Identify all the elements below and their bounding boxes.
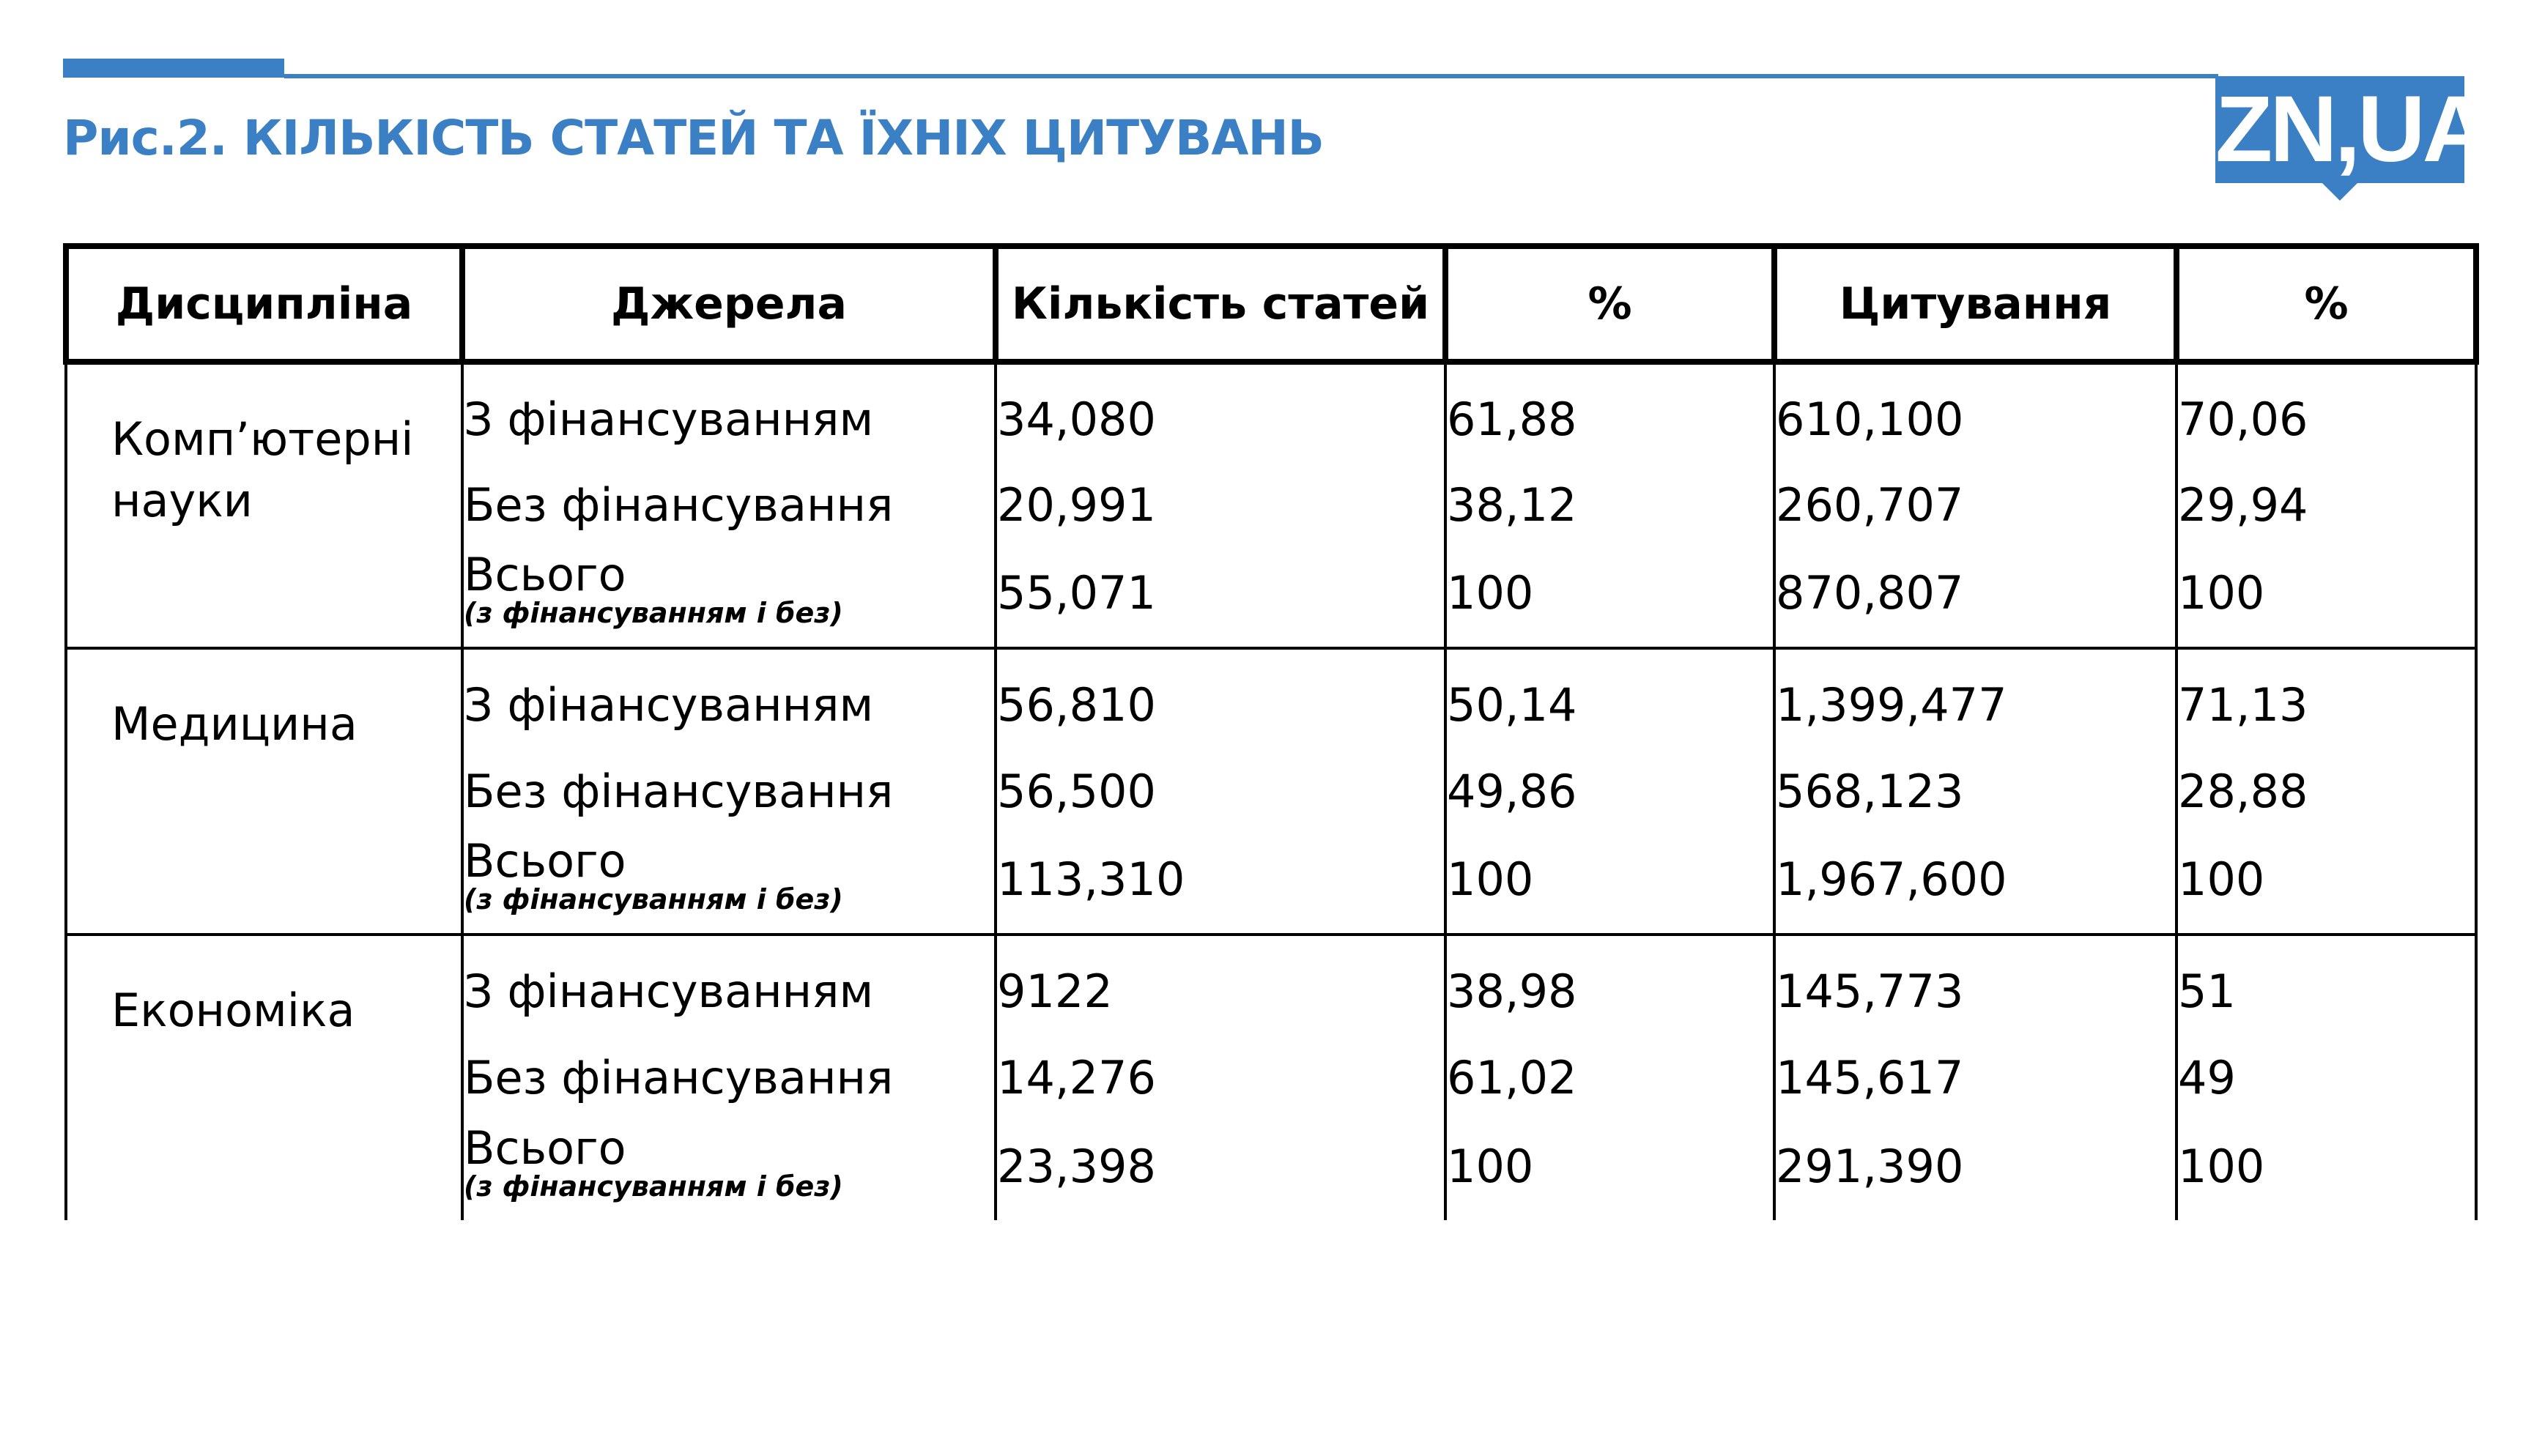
discipline-cell: Економіка <box>66 935 462 1220</box>
source-cell <box>462 1121 996 1220</box>
column-header: Джерела <box>462 246 996 362</box>
articles-cell: 34,080 <box>996 362 1445 457</box>
citations-cell: 568,123 <box>1774 743 2176 839</box>
column-header: Дисципліна <box>66 246 462 362</box>
citations-pct-cell: 70,06 <box>2176 362 2476 457</box>
articles-pct-cell: 38,98 <box>1445 935 1774 1030</box>
articles-cell: 113,310 <box>996 839 1445 935</box>
source-cell: Без фінансування <box>462 457 996 552</box>
header-accent-bar <box>63 59 284 78</box>
source-cell: Без фінансування <box>462 1030 996 1125</box>
articles-pct-cell: 100 <box>1445 839 1774 935</box>
citations-cell: 1,967,600 <box>1774 839 2176 935</box>
articles-pct-cell: 38,12 <box>1445 457 1774 552</box>
data-table <box>63 243 2479 1220</box>
articles-cell: 14,276 <box>996 1030 1445 1125</box>
discipline-cell: Медицина <box>66 648 462 935</box>
source-note: (з фінансуванням і без) <box>464 597 843 629</box>
articles-pct-cell: 49,86 <box>1445 743 1774 839</box>
table-body <box>66 362 2476 1220</box>
source-cell <box>462 834 996 935</box>
table-row <box>66 935 2476 1030</box>
source-label: Всього <box>464 834 626 888</box>
articles-pct-cell: 100 <box>1445 552 1774 648</box>
citations-pct-cell: 49 <box>2176 1030 2476 1125</box>
articles-pct-cell: 50,14 <box>1445 648 1774 743</box>
citations-pct-cell: 100 <box>2176 552 2476 648</box>
citations-pct-cell: 28,88 <box>2176 743 2476 839</box>
articles-cell: 55,071 <box>996 552 1445 648</box>
articles-pct-cell: 61,88 <box>1445 362 1774 457</box>
source-note: (з фінансуванням і без) <box>464 1170 843 1203</box>
source-label: Всього <box>464 548 626 601</box>
header-row <box>66 246 2476 362</box>
citations-cell: 291,390 <box>1774 1125 2176 1220</box>
discipline-cell: Комп’ютерні науки <box>66 362 462 648</box>
total-label <box>464 548 843 629</box>
articles-cell: 9122 <box>996 935 1445 1030</box>
citations-pct-cell: 29,94 <box>2176 457 2476 552</box>
source-cell: З фінансуванням <box>462 362 996 457</box>
column-header: % <box>1445 246 1774 362</box>
source-cell: З фінансуванням <box>462 935 996 1030</box>
column-header: Кількість статей <box>996 246 1445 362</box>
citations-pct-cell: 100 <box>2176 839 2476 935</box>
source-note: (з фінансуванням і без) <box>464 883 843 915</box>
chart-title: Рис.2. КІЛЬКІСТЬ СТАТЕЙ ТА ЇХНІХ ЦИТУВАНЬ <box>63 110 1324 166</box>
total-label <box>464 1121 843 1203</box>
articles-cell: 23,398 <box>996 1125 1445 1220</box>
table-row <box>66 362 2476 457</box>
table-row <box>66 648 2476 743</box>
citations-cell: 610,100 <box>1774 362 2176 457</box>
articles-cell: 20,991 <box>996 457 1445 552</box>
articles-pct-cell: 61,02 <box>1445 1030 1774 1125</box>
header-rule <box>284 74 2218 78</box>
citations-cell: 145,773 <box>1774 935 2176 1030</box>
citations-cell: 1,399,477 <box>1774 648 2176 743</box>
source-label: Всього <box>464 1121 626 1175</box>
citations-pct-cell: 100 <box>2176 1125 2476 1220</box>
articles-cell: 56,500 <box>996 743 1445 839</box>
total-label <box>464 834 843 915</box>
articles-cell: 56,810 <box>996 648 1445 743</box>
source-cell: Без фінансування <box>462 743 996 839</box>
column-header: % <box>2176 246 2476 362</box>
citations-pct-cell: 51 <box>2176 935 2476 1030</box>
citations-cell: 260,707 <box>1774 457 2176 552</box>
brand-logo-tail <box>2321 182 2359 201</box>
column-header: Цитування <box>1774 246 2176 362</box>
citations-pct-cell: 71,13 <box>2176 648 2476 743</box>
articles-pct-cell: 100 <box>1445 1125 1774 1220</box>
source-cell: З фінансуванням <box>462 648 996 743</box>
citations-cell: 145,617 <box>1774 1030 2176 1125</box>
source-cell <box>462 548 996 648</box>
brand-logo: ZN,UA <box>2215 77 2488 182</box>
citations-cell: 870,807 <box>1774 552 2176 648</box>
